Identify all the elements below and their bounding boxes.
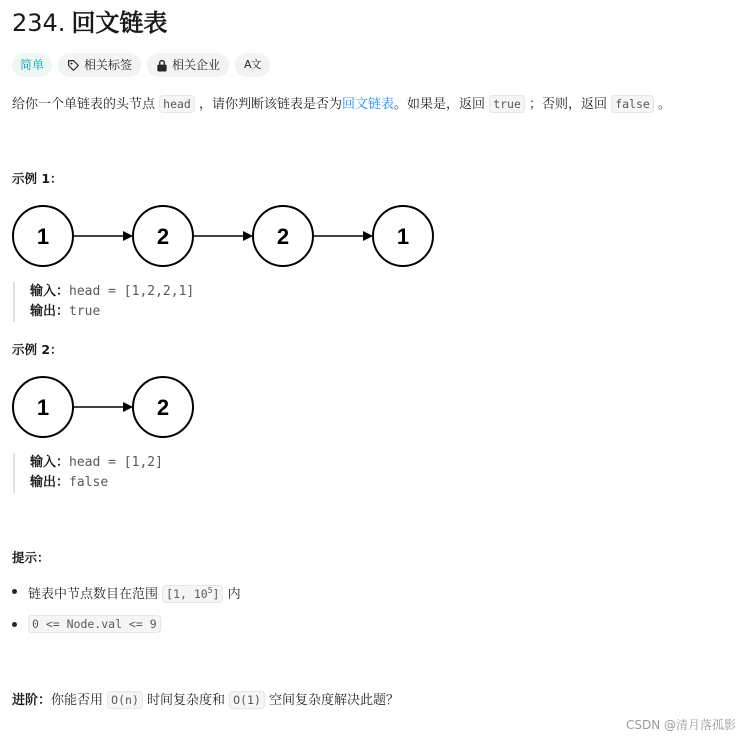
difficulty-badge[interactable] [12,53,52,77]
output-value: false [69,475,109,490]
problem-description [12,93,671,116]
example-1-diagram [0,200,450,272]
inline-code-node-val: 0 <= Node.val <= 9 [28,615,161,633]
input-value: head = [1,2] [69,455,163,470]
node-value: 2 [156,395,170,420]
range-code: [1, 10 [166,586,208,601]
advanced-text: 你能否用 [51,693,104,708]
list-node [13,377,73,437]
advanced-section [12,689,399,712]
input-value: head = [1,2,2,1] [69,284,195,299]
node-value: 2 [156,224,170,249]
output-label: 输出： [30,475,70,490]
related-companies-button[interactable] [147,53,229,77]
node-value: 1 [36,395,50,420]
example-1-title: 示例 1： [12,171,63,186]
example-2-diagram [0,371,220,443]
node-value: 2 [276,224,290,249]
description-text: ；否则，返回 [529,97,608,112]
description-text: 给你一个单链表的头节点 [12,97,156,112]
difficulty-label: 简单 [20,58,45,72]
lock-icon [156,59,168,72]
hint-item [12,580,241,602]
translate-button[interactable] [235,53,270,77]
related-tags-button[interactable] [58,53,141,77]
list-node [13,206,73,266]
description-text: 。 [657,97,671,112]
palindrome-link[interactable]: 回文链表 [342,97,395,112]
list-node [253,206,313,266]
list-node [373,206,433,266]
advanced-text: 时间复杂度和 [147,693,226,708]
range-code-end: ] [212,586,220,601]
output-label: 输出： [30,304,70,319]
inline-code-false: false [611,95,654,113]
related-tags-label: 相关标签 [84,58,133,72]
description-text: 。如果是，返回 [394,97,486,112]
inline-code-o1: O(1) [229,691,265,709]
hint-suffix: 内 [227,586,241,602]
example-2-title: 示例 2： [12,342,63,357]
problem-title: 回文链表 [71,9,168,37]
related-companies-label: 相关企业 [172,58,221,72]
input-label: 输入： [30,455,70,470]
output-row [30,302,194,322]
tag-bar [12,53,270,77]
description-text: ，请你判断该链表是否为 [199,97,343,112]
tag-icon [67,59,80,72]
problem-number: 234. [12,9,66,37]
inline-code-on: O(n) [107,691,143,709]
node-value: 1 [36,224,50,249]
range-exponent: 5 [207,586,213,595]
list-node [133,206,193,266]
advanced-label: 进阶： [12,693,52,708]
output-row [30,473,163,493]
example-1-io [13,282,194,322]
inline-code-head: head [159,95,195,113]
output-value: true [69,304,101,319]
watermark: CSDN @清月落孤影 [625,718,736,732]
input-row [30,453,163,473]
advanced-text: 空间复杂度解决此题？ [269,693,400,708]
page-title [12,6,167,40]
list-node [133,377,193,437]
example-2-io [13,453,163,493]
hint-text: 链表中节点数目在范围 [28,586,159,602]
input-row [30,282,194,302]
inline-code-range [162,585,223,603]
input-label: 输入： [30,284,70,299]
inline-code-true: true [489,95,525,113]
hint-item [12,613,241,635]
node-value: 1 [396,224,410,249]
hints-list [12,580,241,635]
translate-icon: A文 [244,58,261,71]
hints-title: 提示： [12,550,50,565]
